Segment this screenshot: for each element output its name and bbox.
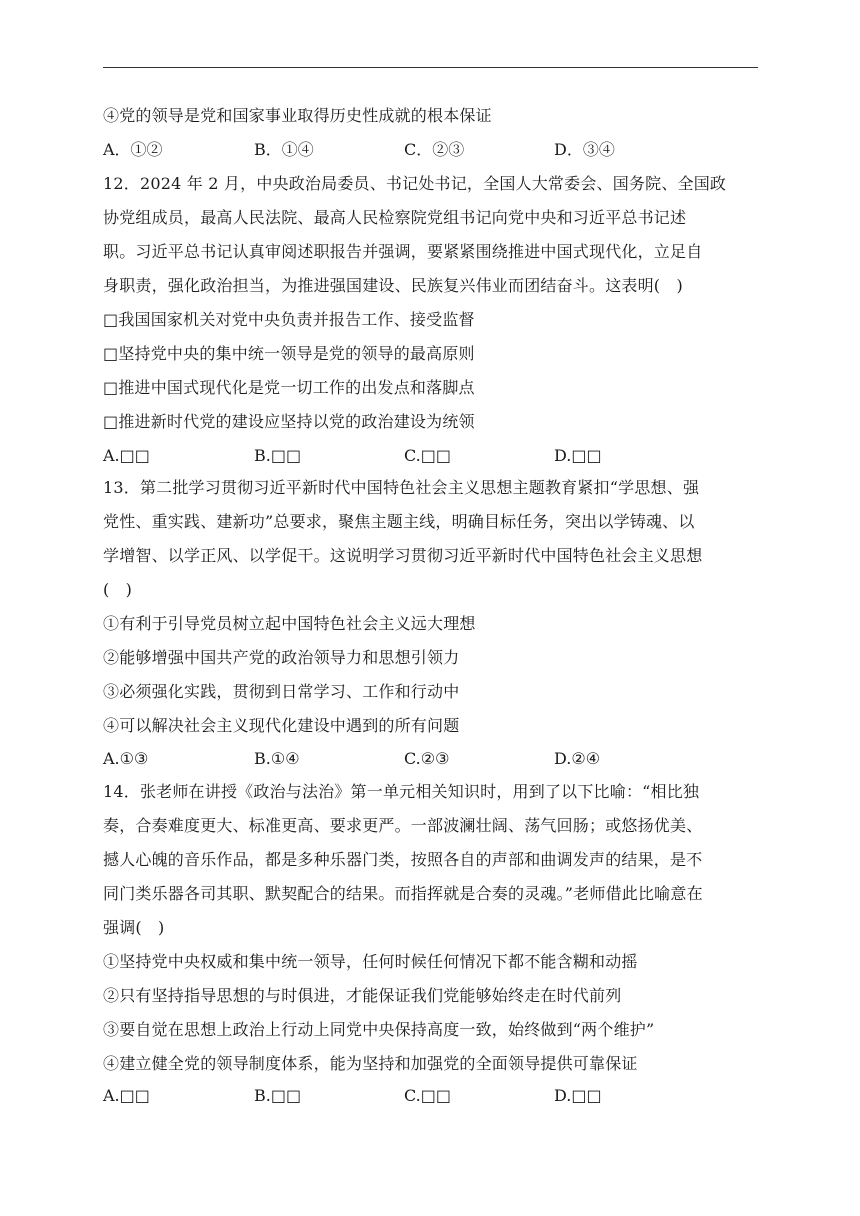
q12-options [103,446,763,466]
q12-stem-line: 协党组成员，最高人民法院、最高人民检察院党组书记向党中央和习近平总书记述 [103,208,687,227]
q13-option-b[interactable]: B.①④ [254,749,300,768]
q14-option-a[interactable]: A.□□ [103,1086,150,1105]
q11-option-a[interactable]: A．①② [103,140,163,159]
header-rule [103,67,758,68]
q13-option-d[interactable]: D.②④ [554,749,601,768]
q14-stem-line: 撼人心魄的音乐作品，都是多种乐器门类，按照各自的声部和曲调发声的结果，是不 [103,850,703,869]
q13-stem-line: 学增智、以学正风、以学促干。这说明学习贯彻习近平新时代中国特色社会主义思想 [103,546,703,565]
q13-stem-line: 13．第二批学习贯彻习近平新时代中国特色社会主义思想主题教育紧扣“学思想、强 [103,478,700,497]
q11-item-4: ④党的领导是党和国家事业取得历史性成就的根本保证 [103,106,492,125]
q14-stem-line: 14．张老师在讲授《政治与法治》第一单元相关知识时，用到了以下比喻：“相比独 [103,782,700,801]
q12-item-3: □推进中国式现代化是党一切工作的出发点和落脚点 [103,378,475,397]
q14-option-b[interactable]: B.□□ [254,1086,302,1105]
q12-option-b[interactable]: B.□□ [254,446,302,465]
q14-option-c[interactable]: C.□□ [404,1086,451,1105]
q14-item-4: ④建立健全党的领导制度体系，能为坚持和加强党的全面领导提供可靠保证 [103,1054,638,1073]
q14-item-3: ③要自觉在思想上政治上行动上同党中央保持高度一致，始终做到“两个维护” [103,1020,655,1039]
q11-options [103,140,763,160]
q12-option-d[interactable]: D.□□ [554,446,602,465]
q11-option-d[interactable]: D．③④ [554,140,615,159]
q14-options [103,1086,763,1106]
q14-stem-line: 奏，合奏难度更大、标准更高、要求更严。一部波澜壮阔、荡气回肠；或悠扬优美、 [103,816,703,835]
q12-stem-line: 职。习近平总书记认真审阅述职报告并强调，要紧紧围绕推进中国式现代化，立足自 [103,242,703,261]
q12-item-1: □我国国家机关对党中央负责并报告工作、接受监督 [103,310,475,329]
q13-option-a[interactable]: A.①③ [103,749,149,768]
q14-item-2: ②只有坚持指导思想的与时俱进，才能保证我们党能够始终走在时代前列 [103,986,622,1005]
q12-stem-line: 身职责，强化政治担当，为推进强国建设、民族复兴伟业而团结奋斗。这表明( ) [103,276,683,295]
q13-options [103,749,763,769]
q14-option-d[interactable]: D.□□ [554,1086,602,1105]
q12-stem-line: 12．2024 年 2 月，中央政治局委员、书记处书记，全国人大常委会、国务院、全国政 [103,174,727,193]
q13-stem-line: ( ) [103,580,133,599]
q12-item-4: □推进新时代党的建设应坚持以党的政治建设为统领 [103,412,475,431]
q11-option-c[interactable]: C．②③ [404,140,465,159]
q13-option-c[interactable]: C.②③ [404,749,450,768]
q13-item-4: ④可以解决社会主义现代化建设中遇到的所有问题 [103,716,460,735]
q11-option-b[interactable]: B．①④ [254,140,314,159]
q14-stem-line: 同门类乐器各司其职、默契配合的结果。而指挥就是合奏的灵魂。”老师借此比喻意在 [103,884,703,903]
q12-option-a[interactable]: A.□□ [103,446,150,465]
q13-item-1: ①有利于引导党员树立起中国特色社会主义远大理想 [103,614,476,633]
q12-option-c[interactable]: C.□□ [404,446,451,465]
q13-item-3: ③必须强化实践，贯彻到日常学习、工作和行动中 [103,682,460,701]
q13-item-2: ②能够增强中国共产党的政治领导力和思想引领力 [103,648,460,667]
q13-stem-line: 党性、重实践、建新功”总要求，聚焦主题主线，明确目标任务，突出以学铸魂、以 [103,512,695,531]
q12-item-2: □坚持党中央的集中统一领导是党的领导的最高原则 [103,344,475,363]
q14-stem-line: 强调( ) [103,918,165,937]
q14-item-1: ①坚持党中央权威和集中统一领导，任何时候任何情况下都不能含糊和动摇 [103,952,638,971]
